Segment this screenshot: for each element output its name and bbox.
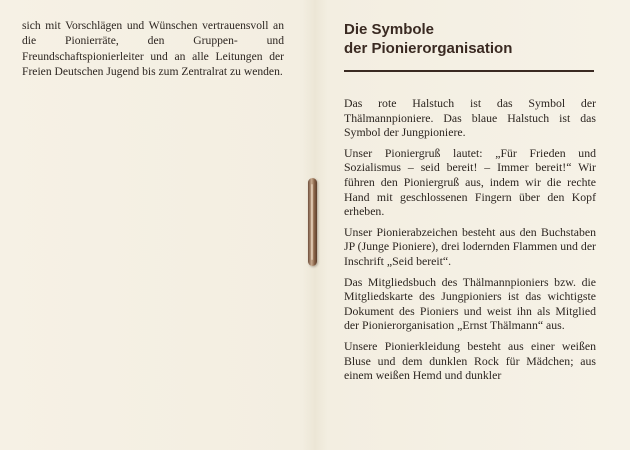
- binding-staple: [308, 178, 317, 266]
- heading-line-2: der Pionierorganisation: [344, 40, 513, 57]
- page-heading: [344, 20, 604, 58]
- paragraph-pioniergruss: Unser Pioniergruß lautet: „Für Frieden und Sozialismus – seid bereit! – Immer bereit!“ Wir führen den Pioniergruß aus, indem wir die rechte Hand mit geschlossenen Fingern über den Kopf erheben.: [344, 145, 596, 219]
- paragraph-pionierabzeichen: Unser Pionierabzeichen besteht aus den Buchstaben JP (Junge Pioniere), drei lodernden Flammen und der Inschrift „Seid bereit“.: [344, 224, 596, 268]
- paragraph-mitgliedsbuch: Das Mitgliedsbuch des Thälmannpioniers bzw. die Mitgliedskarte des Jungpioniers ist das wichtigste Dokument des Pioniers und weist ihn als Mitglied der Pionierorganisation „Ernst Thälmann“ aus.: [344, 274, 596, 333]
- paragraph-halstuch: Das rote Halstuch ist das Symbol der Thälmannpioniere. Das blaue Halstuch ist das Symbol der Jungpioniere.: [344, 96, 596, 140]
- left-page: [0, 0, 310, 450]
- right-page: [320, 0, 630, 450]
- left-page-text: sich mit Vorschlägen und Wünschen vertrauensvoll an die Pionierräte, den Gruppen- und Freundschaftspionierleiter und an alle Leitungen der Freien Deutschen Jugend bis zum Zentralrat zu wenden.: [22, 19, 284, 78]
- body-text: [344, 96, 596, 389]
- heading-line-1: Die Symbole: [344, 21, 435, 38]
- paragraph-pionierkleidung: Unsere Pionierkleidung besteht aus einer weißen Bluse und dem dunklen Rock für Mädchen; aus einem weißen Hemd und dunkler: [344, 338, 596, 383]
- heading-rule: [344, 70, 594, 72]
